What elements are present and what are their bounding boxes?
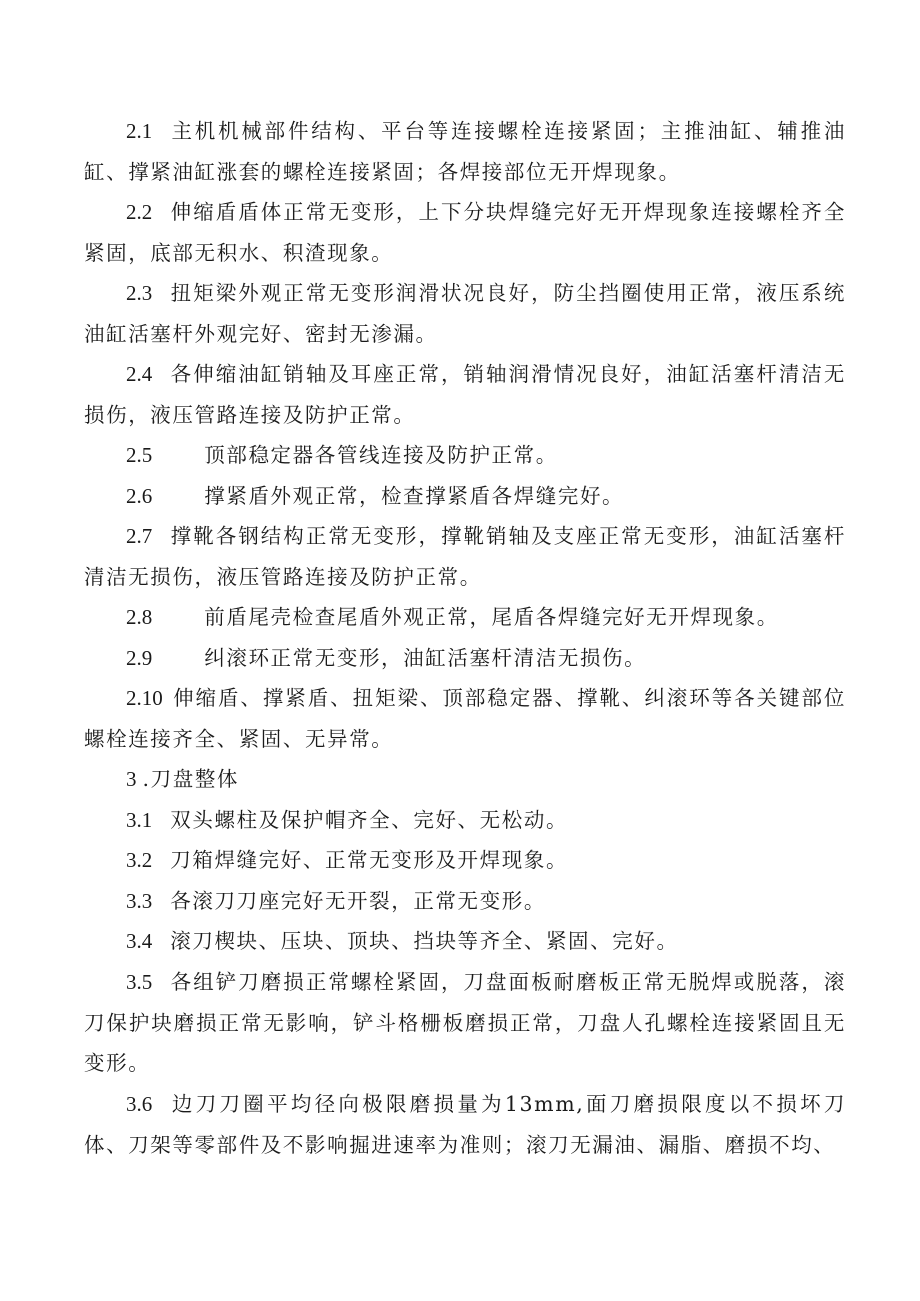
item-number: 2.8 xyxy=(126,605,153,629)
item-number: 2.3 xyxy=(126,281,153,305)
paragraph-3-2 xyxy=(84,840,846,881)
paragraph-3-4 xyxy=(84,921,846,962)
item-text: 边刀刀圈平均径向极限磨损量为13mm,面刀磨损限度以不损坏刀体、刀架等零部件及不影响掘进速率为准则；滚刀无漏油、漏脂、磨损不均、 xyxy=(84,1092,846,1157)
item-text: 伸缩盾、撑紧盾、扭矩梁、顶部稳定器、撑靴、纠滚环等各关键部位螺栓连接齐全、紧固、无异常。 xyxy=(84,686,846,751)
item-number: 3.4 xyxy=(126,929,153,953)
paragraph-3-1 xyxy=(84,800,846,841)
item-number: 2.1 xyxy=(126,119,153,143)
item-number: 2.6 xyxy=(126,484,153,508)
section-title: .刀盘整体 xyxy=(142,767,240,791)
item-text: 撑紧盾外观正常，检查撑紧盾各焊缝完好。 xyxy=(204,484,625,508)
paragraph-2-6 xyxy=(84,476,846,517)
paragraph-2-9 xyxy=(84,638,846,679)
item-number: 3.1 xyxy=(126,808,153,832)
item-text: 前盾尾壳检查尾盾外观正常，尾盾各焊缝完好无开焊现象。 xyxy=(204,605,779,629)
item-text: 主机机械部件结构、平台等连接螺栓连接紧固；主推油缸、辅推油缸、撑紧油缸涨套的螺栓连接紧固；各焊接部位无开焊现象。 xyxy=(84,119,846,184)
item-text: 刀箱焊缝完好、正常无变形及开焊现象。 xyxy=(170,848,569,872)
item-number: 2.4 xyxy=(126,362,153,386)
item-text: 扭矩梁外观正常无变形润滑状况良好，防尘挡圈使用正常，液压系统油缸活塞杆外观完好、密封无渗漏。 xyxy=(84,281,846,346)
item-text: 纠滚环正常无变形，油缸活塞杆清洁无损伤。 xyxy=(204,646,647,670)
paragraph-2-3 xyxy=(84,273,846,354)
item-text: 伸缩盾盾体正常无变形，上下分块焊缝完好无开焊现象连接螺栓齐全紧固，底部无积水、积渣现象。 xyxy=(84,200,846,265)
item-text: 双头螺柱及保护帽齐全、完好、无松动。 xyxy=(170,808,569,832)
section-heading-3 xyxy=(84,759,846,800)
paragraph-2-8 xyxy=(84,597,846,638)
item-text: 顶部稳定器各管线连接及防护正常。 xyxy=(204,443,558,467)
paragraph-3-6 xyxy=(84,1084,846,1165)
paragraph-2-4 xyxy=(84,354,846,435)
item-number: 2.5 xyxy=(126,443,153,467)
item-number: 3.6 xyxy=(126,1092,153,1116)
paragraph-2-5 xyxy=(84,435,846,476)
item-text: 各伸缩油缸销轴及耳座正常，销轴润滑情况良好，油缸活塞杆清洁无损伤，液压管路连接及防护正常。 xyxy=(84,362,846,427)
item-number: 3.5 xyxy=(126,970,153,994)
paragraph-2-10 xyxy=(84,678,846,759)
item-text: 滚刀楔块、压块、顶块、挡块等齐全、紧固、完好。 xyxy=(170,929,679,953)
item-number: 2.7 xyxy=(126,524,153,548)
section-number: 3 xyxy=(126,767,137,791)
item-number: 3.2 xyxy=(126,848,153,872)
paragraph-3-5 xyxy=(84,962,846,1084)
paragraph-2-1 xyxy=(84,111,846,192)
item-number: 2.9 xyxy=(126,646,153,670)
item-number: 3.3 xyxy=(126,889,153,913)
paragraph-2-7 xyxy=(84,516,846,597)
item-text: 撑靴各钢结构正常无变形，撑靴销轴及支座正常无变形，油缸活塞杆清洁无损伤，液压管路连接及防护正常。 xyxy=(84,524,846,589)
paragraph-3-3 xyxy=(84,881,846,922)
item-number: 2.10 xyxy=(126,686,163,710)
item-number: 2.2 xyxy=(126,200,153,224)
item-text: 各滚刀刀座完好无开裂，正常无变形。 xyxy=(170,889,546,913)
item-text: 各组铲刀磨损正常螺栓紧固，刀盘面板耐磨板正常无脱焊或脱落，滚刀保护块磨损正常无影响，铲斗格栅板磨损正常，刀盘人孔螺栓连接紧固且无变形。 xyxy=(84,970,846,1075)
paragraph-2-2 xyxy=(84,192,846,273)
